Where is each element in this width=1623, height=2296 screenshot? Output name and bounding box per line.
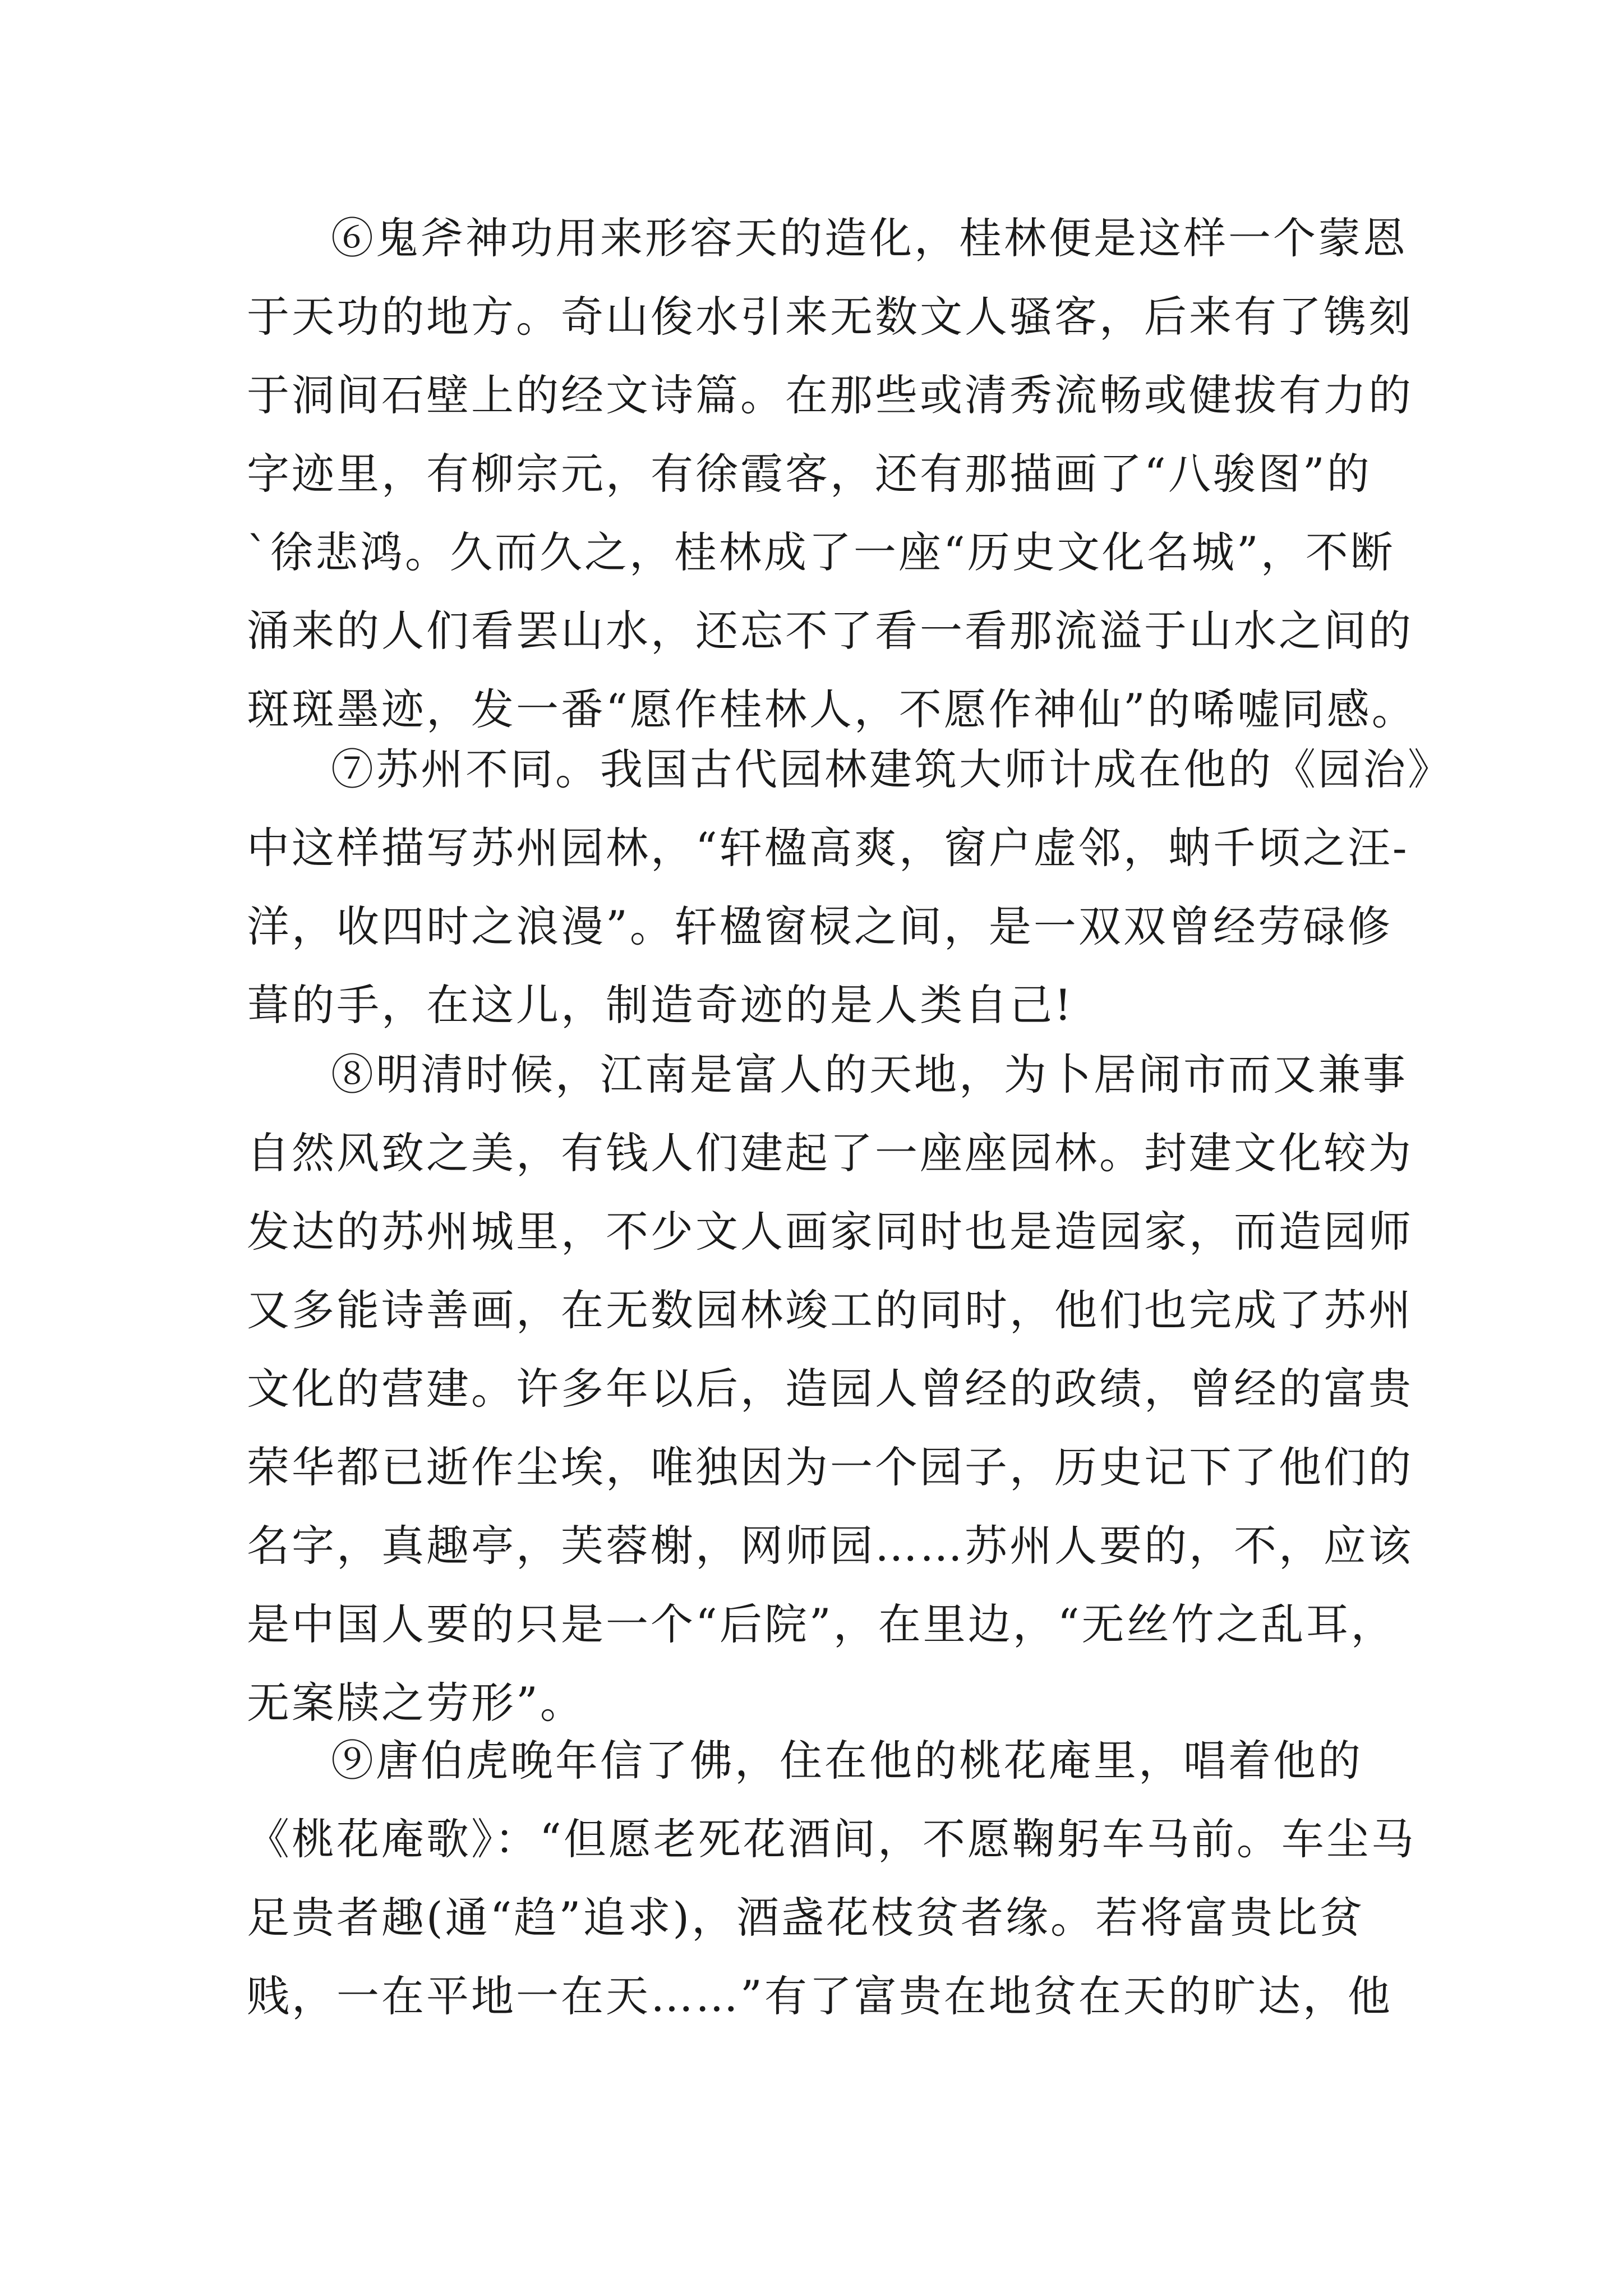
- text-line: 贱，一在平地一在天……”有了富贵在地贫在天的旷达，他: [247, 1971, 1393, 2021]
- paragraph-7: [247, 730, 1453, 1045]
- text-line: 又多能诗善画，在无数园林竣工的同时，他们也完成了苏州: [247, 1285, 1413, 1335]
- text-line: 足贵者趣(通“趋”追求)，酒盏花枝贫者缘。若将富贵比贫: [247, 1893, 1365, 1943]
- paragraph-6: [247, 199, 1417, 749]
- text-line: `徐悲鸿。久而久之，桂林成了一座“历史文化名城”，不断: [247, 527, 1395, 577]
- paragraph-8: [247, 1036, 1413, 1742]
- text-line: 自然风致之美，有钱人们建起了一座座园林。封建文化较为: [247, 1128, 1413, 1178]
- text-line: 荣华都已逝作尘埃，唯独因为一个园子，历史记下了他们的: [247, 1442, 1413, 1492]
- text-line: 字迹里，有柳宗元，有徐霞客，还有那描画了“八骏图”的: [247, 449, 1372, 499]
- text-line: 发达的苏州城里，不少文人画家同时也是造园家，而造园师: [247, 1207, 1413, 1257]
- text-line: 无案牍之劳形”。: [247, 1678, 585, 1728]
- text-line: ⑧明清时候，江南是富人的天地，为卜居闹市而又兼事: [331, 1050, 1408, 1099]
- text-line: ⑦苏州不同。我国古代园林建筑大师计成在他的《园治》: [331, 744, 1453, 794]
- text-line: 斑斑墨迹，发一番“愿作桂林人，不愿作神仙”的唏嘘同感。: [247, 684, 1417, 734]
- text-line: 是中国人要的只是一个“后院”，在里边，“无丝竹之乱耳，: [247, 1599, 1396, 1649]
- text-line: 涌来的人们看罢山水，还忘不了看一看那流溢于山水之间的: [247, 606, 1413, 656]
- text-line: 名字，真趣亭，芙蓉榭，网师园……苏州人要的，不，应该: [247, 1521, 1413, 1571]
- text-line: 中这样描写苏州园林，“轩楹高爽，窗户虚邻，蚋千顷之汪-: [247, 823, 1409, 873]
- text-line: 葺的手，在这儿，制造奇迹的是人类自己!: [247, 980, 1074, 1030]
- text-line: 文化的营建。许多年以后，造园人曾经的政绩，曾经的富贵: [247, 1364, 1413, 1414]
- text-line: ⑥鬼斧神功用来形容天的造化，桂林便是这样一个蒙恩: [331, 213, 1408, 263]
- text-line: 《桃花庵歌》：“但愿老死花酒间，不愿鞠躬车马前。车尘马: [247, 1814, 1416, 1864]
- text-line: 洋，收四时之浪漫”。轩楹窗棂之间，是一双双曾经劳碌修: [247, 901, 1393, 951]
- text-line: 于天功的地方。奇山俊水引来无数文人骚客，后来有了镌刻: [247, 292, 1413, 342]
- text-line: 于洞间石壁上的经文诗篇。在那些或清秀流畅或健拔有力的: [247, 370, 1413, 420]
- text-line: ⑨唐伯虎晚年信了佛，住在他的桃花庵里，唱着他的: [331, 1736, 1363, 1786]
- paragraph-9: [247, 1722, 1416, 2036]
